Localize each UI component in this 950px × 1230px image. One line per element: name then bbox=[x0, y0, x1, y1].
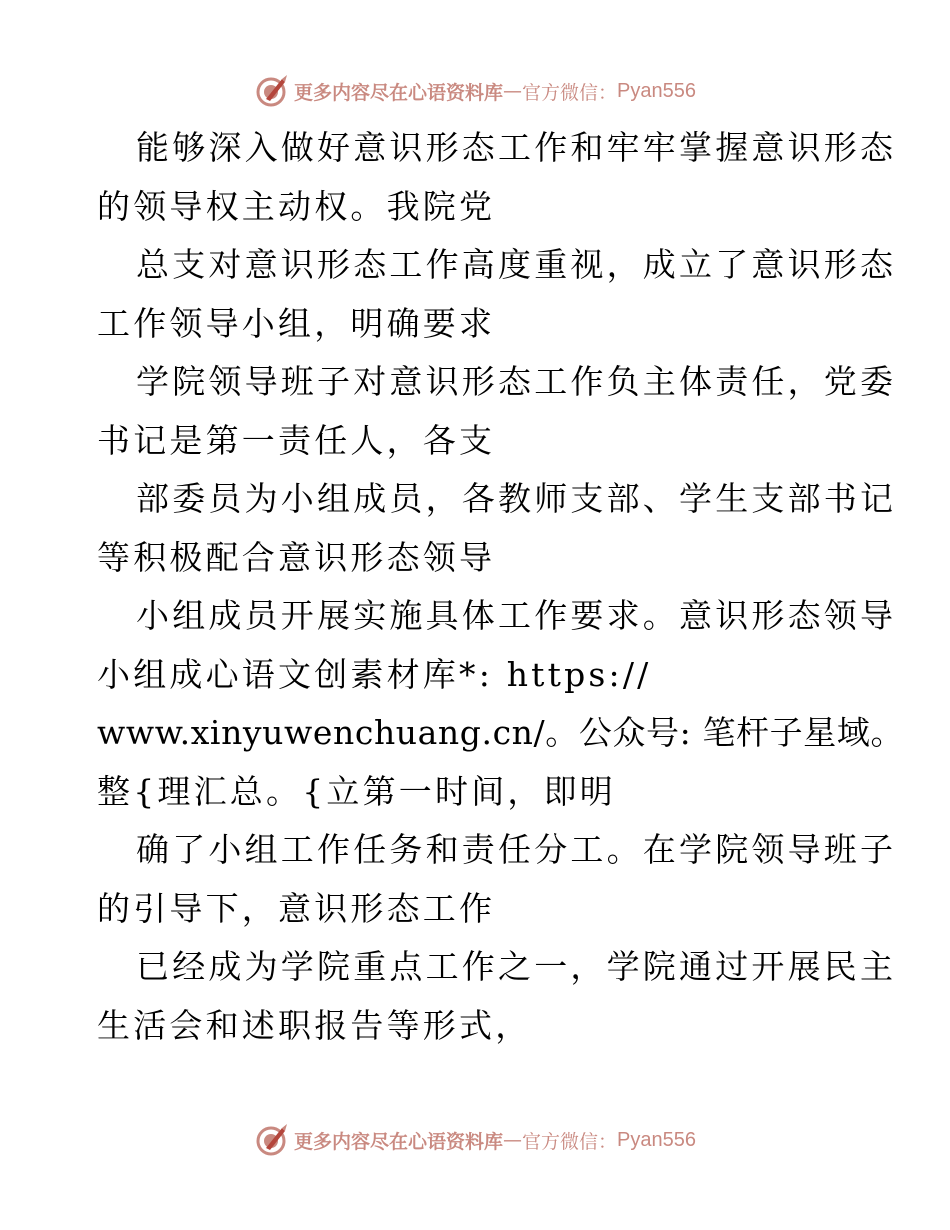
text-line: 等积极配合意识形态领导 bbox=[97, 537, 496, 577]
quill-logo-icon bbox=[254, 1122, 290, 1158]
footer-wechat-id: Pyan556 bbox=[617, 1128, 696, 1151]
footer-banner bbox=[0, 1120, 950, 1160]
text-line: 总支对意识形态工作高度重视，成立了意识形态 bbox=[136, 245, 897, 284]
header-site-text: 更多内容尽在心语资料库 bbox=[294, 81, 504, 104]
text-line: 确了小组工作任务和责任分工。在学院领导班子 bbox=[136, 830, 897, 869]
text-line: 整{理汇总。{立第一时间，即明 bbox=[97, 771, 616, 811]
text-line: 已经成为学院重点工作之一，学院通过开展民主 bbox=[136, 947, 897, 986]
text-line: 的引导下，意识形态工作 bbox=[97, 888, 496, 928]
footer-dash: — bbox=[503, 1129, 523, 1151]
text-line: 工作领导小组，明确要求 bbox=[97, 303, 496, 343]
text-line: 学院领导班子对意识形态工作负主体责任，党委 bbox=[136, 362, 897, 401]
text-line: 能够深入做好意识形态工作和牢牢掌握意识形态 bbox=[136, 128, 897, 167]
header-banner bbox=[0, 71, 950, 111]
text-line-url: www.xinyuwenchuang.cn/。公众号: 笔杆子星域。 bbox=[97, 713, 905, 752]
body-text bbox=[97, 119, 905, 1055]
text-line: 书记是第一责任人，各支 bbox=[97, 420, 496, 460]
text-line: 部委员为小组成员，各教师支部、学生支部书记 bbox=[136, 479, 897, 518]
footer-site-text: 更多内容尽在心语资料库 bbox=[294, 1130, 504, 1153]
header-dash: — bbox=[503, 80, 523, 102]
text-line: 生活会和述职报告等形式， bbox=[97, 1005, 532, 1045]
footer-wechat-label: 官方微信： bbox=[522, 1130, 618, 1153]
quill-logo-icon bbox=[254, 73, 290, 109]
text-line: 的领导权主动权。我院党 bbox=[97, 186, 496, 226]
text-line: 小组成心语文创素材库*: https:// bbox=[97, 654, 652, 694]
header-wechat-label: 官方微信： bbox=[522, 81, 618, 104]
text-line: 小组成员开展实施具体工作要求。意识形态领导 bbox=[136, 596, 897, 635]
header-wechat-id: Pyan556 bbox=[617, 79, 696, 102]
